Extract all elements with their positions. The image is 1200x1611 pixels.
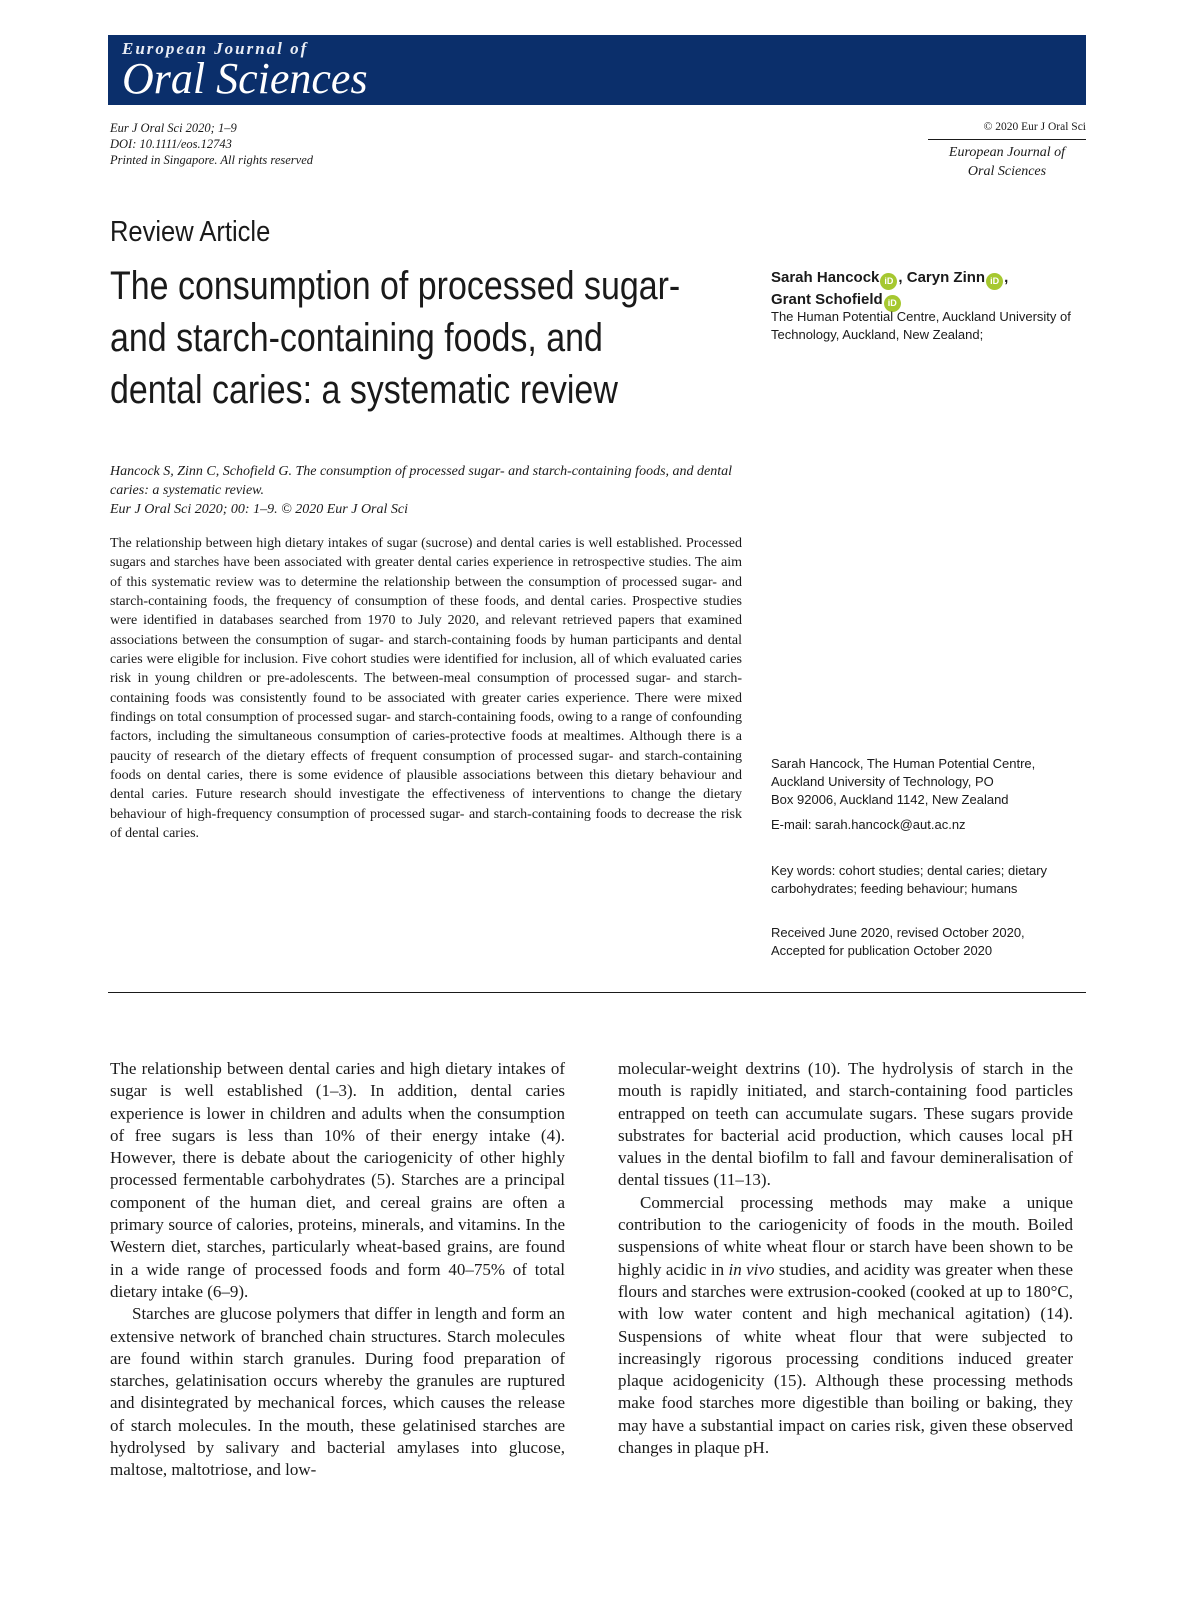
body-paragraph: Starches are glucose polymers that differ in length and form an extensive network of branched chain structures. Starch molecules are found within starch granules. During food preparation of starches, gelatinisation occurs whereby the granules are ruptured and disintegrated by mechanical forces, which causes the release of starch molecules. In the mouth, these gelatinised starches are hydrolysed by salivary and bacterial amylases into glucose, maltose, maltotriose, and low- bbox=[110, 1304, 565, 1480]
body-column-left bbox=[110, 1058, 565, 1482]
author-name: Grant Schofield bbox=[771, 291, 883, 308]
journal-name-line2: Oral Sciences bbox=[967, 164, 1047, 179]
keywords: Key words: cohort studies; dental caries; dietary carbohydrates; feeding behaviour; humans bbox=[771, 863, 1048, 896]
title-line: and starch-containing foods, and bbox=[110, 316, 603, 360]
body-column-right bbox=[618, 1058, 1073, 1459]
citation-block bbox=[110, 462, 740, 519]
journal-name-line1: European Journal of bbox=[948, 145, 1066, 160]
citation-text: Hancock S, Zinn C, Schofield G. The consumption of processed sugar- and starch-containing foods, and dental caries: a systematic review. bbox=[110, 464, 733, 498]
meta-rights: Printed in Singapore. All rights reserved bbox=[110, 153, 313, 167]
received-dates: Received June 2020, revised October 2020, Accepted for publication October 2020 bbox=[771, 925, 1025, 958]
title-line: The consumption of processed sugar- bbox=[110, 264, 681, 308]
abstract: The relationship between high dietary intakes of sugar (sucrose) and dental caries is well established. Processed sugars and starches have been associated with greater dental caries experience in retrospective studies. The aim of this systematic review was to determine the relationship between the consumption of processed sugar- and starch-containing foods, the frequency of consumption of these foods, and dental caries. Prospective studies were identified in databases searched from 1970 to July 2020, and relevant retrieved papers that examined associations between the consumption of sugar- and starch-containing foods by human participants and dental caries were eligible for inclusion. Five cohort studies were identified for inclusion, all of which evaluated caries risk in young children or pre-adolescents. The between-meal consumption of processed sugar- and starch-containing foods was consistently found to be associated with greater caries experience. There were mixed findings on total consumption of processed sugar- and starch-containing foods, owing to a range of confounding factors, including the simultaneous consumption of caries-protective foods at mealtimes. Although there is a paucity of research of the dietary effects of frequent consumption of processed sugar- and starch-containing foods on dental caries, there is some evidence of plausible associations between this dietary behaviour and dental caries. Future research should investigate the effectiveness of interventions to change the dietary behaviour of high-frequency consumption of processed sugar- and starch-containing foods to decrease the risk of dental caries. bbox=[110, 536, 742, 842]
meta-citation: Eur J Oral Sci 2020; 1–9 bbox=[110, 121, 237, 135]
author-affiliation: The Human Potential Centre, Auckland University of Technology, Auckland, New Zealand; bbox=[771, 309, 1071, 342]
orcid-icon[interactable]: iD bbox=[880, 273, 897, 290]
article-type: Review Article bbox=[110, 216, 271, 248]
author-list: Sarah Hancock iD , Caryn Zinn iD , Grant Schofield iD bbox=[771, 268, 1008, 312]
author-name: Caryn Zinn bbox=[906, 269, 986, 286]
journal-banner bbox=[108, 35, 1086, 105]
author-name: Sarah Hancock bbox=[771, 269, 880, 286]
header-divider bbox=[928, 139, 1086, 140]
meta-doi: DOI: 10.1111/eos.12743 bbox=[110, 137, 232, 151]
article-title bbox=[110, 260, 719, 416]
orcid-icon[interactable]: iD bbox=[986, 273, 1003, 290]
banner-journal-name: Oral Sciences bbox=[122, 54, 368, 103]
article-meta bbox=[110, 120, 313, 168]
body-paragraph: molecular-weight dextrins (10). The hydrolysis of starch in the mouth is rapidly initiated, and starch-containing food particles entrapped on teeth can accumulate sugars. These sugars provide substrates for bacterial acid production, which causes local pH values in the dental biofilm to fall and favour demineralisation of dental tissues (11–13). bbox=[618, 1059, 1073, 1190]
orcid-icon[interactable]: iD bbox=[884, 295, 901, 312]
body-paragraph: The relationship between dental caries and high dietary intakes of sugar is well established (1–3). In addition, dental caries experience is lower in children and adults when the consumption of free sugars is less than 10% of their energy intake (4). However, there is debate about the cariogenicity of other highly processed fermentable carbohydrates (5). Starches are a principal component of the human diet, and cereal grains are often a primary source of calories, proteins, minerals, and vitamins. In the Western diet, starches, particularly wheat-based grains, are found in a wide range of processed foods and form 40–75% of total dietary intake (6–9). bbox=[110, 1059, 565, 1301]
body-paragraph: Commercial processing methods may make a unique contribution to the cariogenicity of foods in the mouth. Boiled suspensions of white wheat flour or starch have been shown to be highly acidic in in vivo studies, and acidity was greater when these flours and starches were extrusion-cooked (cooked at up to 180°C, with low water content and high mechanical agitation) (14). Suspensions of white wheat flour that were subjected to increasingly rigorous processing conditions induced greater plaque acidogenicity (15). Although these processing methods make food starches more digestible than boiling or baking, they may have a substantial impact on caries risk, given these observed changes in plaque pH. bbox=[618, 1192, 1073, 1458]
citation-source: Eur J Oral Sci 2020; 00: 1–9. © 2020 Eur J Oral Sci bbox=[110, 502, 408, 517]
correspondence-email[interactable]: E-mail: sarah.hancock@aut.ac.nz bbox=[771, 817, 966, 832]
correspondence: Sarah Hancock, The Human Potential Centre, Auckland University of Technology, PO Box 92006, Auckland 1142, New Zealand bbox=[771, 756, 1036, 807]
copyright-notice: © 2020 Eur J Oral Sci bbox=[983, 121, 1086, 133]
section-divider bbox=[108, 992, 1086, 993]
title-line: dental caries: a systematic review bbox=[110, 368, 618, 412]
journal-name bbox=[928, 143, 1086, 181]
banner-kicker: European Journal of bbox=[122, 39, 309, 58]
